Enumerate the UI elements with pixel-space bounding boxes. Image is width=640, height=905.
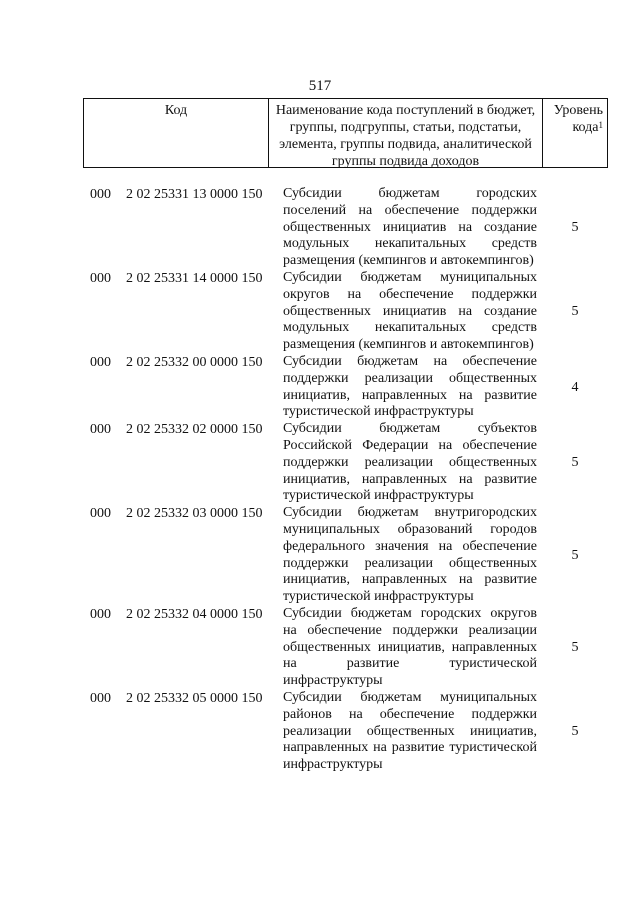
row-name: Субсидии бюджетам муниципальных округов на обеспечение поддержки общественных инициатив на создание модульных некапитальных средств размещения (кемпингов и автокемпингов) [283,269,537,353]
row-admin-code: 000 [90,606,111,622]
row-name: Субсидии бюджетам внутригородских муниципальных образований городов федерального значения на обеспечение поддержки реализации общественных инициатив, направленных на развитие туристической инфраструктуры [283,505,537,605]
row-level: 5 [571,455,579,471]
table-row [0,505,640,606]
row-code: 2 02 25332 00 0000 150 [126,354,263,370]
row-code: 2 02 25331 13 0000 150 [126,187,263,202]
row-admin-code: 000 [90,187,111,202]
row-name: Субсидии бюджетам городских поселений на обеспечение поддержки общественных инициатив на создание модульных некапитальных средств размещения (кемпингов и автокемпингов) [283,186,537,269]
row-code: 2 02 25332 04 0000 150 [126,606,263,622]
row-admin-code: 000 [90,354,111,370]
row-admin-code: 000 [90,422,111,438]
table-row [0,186,640,270]
row-code: 2 02 25332 03 0000 150 [126,506,263,522]
table-row [0,354,640,421]
row-code: 2 02 25332 02 0000 150 [126,422,263,438]
header-name: Наименование кода поступлений в бюджет, группы, подгруппы, статьи, подстатьи, элемента, группы подвида, аналитической группы подвида доходов [268,99,543,167]
row-name: Субсидии бюджетам на обеспечение поддержки реализации общественных инициатив, направленных на развитие туристической инфраструктуры [283,353,537,420]
row-admin-code: 000 [90,270,111,286]
row-admin-code: 000 [90,506,111,522]
row-name: Субсидии бюджетам муниципальных районов на обеспечение поддержки реализации общественных инициатив, направленных на развитие туристической инфраструктуры [283,689,537,773]
header-level-label: Уровень кода [553,103,603,135]
row-level: 5 [571,723,579,739]
table-header [83,98,608,168]
table-row [0,690,640,774]
row-level: 5 [571,219,579,235]
row-code: 2 02 25332 05 0000 150 [126,690,263,706]
table-row [0,270,640,354]
table-body [0,186,640,774]
row-admin-code: 000 [90,690,111,706]
header-level-footnote: 1 [598,120,603,130]
row-level: 5 [571,303,579,319]
row-name: Субсидии бюджетам городских округов на обеспечение поддержки реализации общественных инициатив, направленных на развитие туристической инфраструктуры [283,605,537,689]
row-code: 2 02 25331 14 0000 150 [126,270,263,286]
row-level: 5 [571,547,579,563]
row-level: 4 [571,379,579,395]
page-number: 517 [308,78,332,94]
header-level [543,99,609,167]
table-row [0,421,640,505]
header-code: Код [164,103,188,118]
row-level: 5 [571,639,579,655]
table-row [0,606,640,690]
row-name: Субсидии бюджетам субъектов Российской Федерации на обеспечение поддержки реализации общественных инициатив, направленных на развитие туристической инфраструктуры [283,421,537,504]
